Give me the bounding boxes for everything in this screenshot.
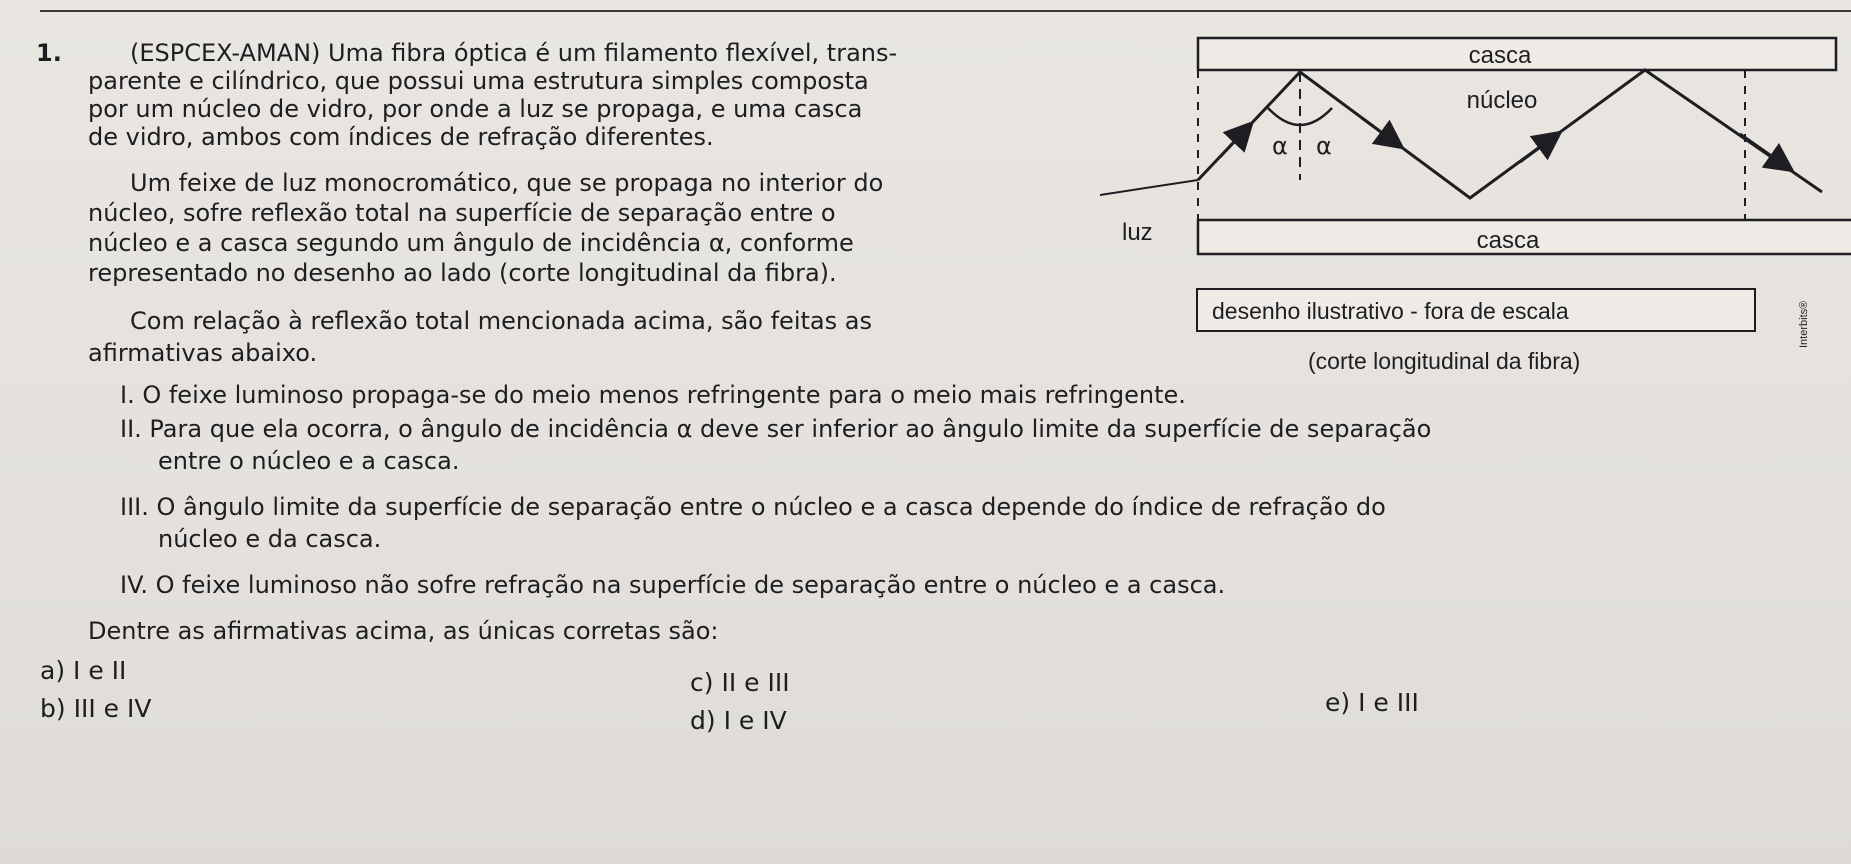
- paragraph3-line-1: Com relação à reflexão total mencionada acima, são feitas as: [130, 307, 872, 335]
- statement-2-line-1: II. Para que ela ocorra, o ângulo de incidência α deve ser inferior ao ângulo limite da superfície de separação: [120, 415, 1432, 443]
- ray-arrow-4: [1740, 134, 1790, 169]
- top-rule: [40, 10, 1851, 12]
- paragraph2-line-3: núcleo e a casca segundo um ângulo de incidência α, conforme: [88, 229, 854, 257]
- angle-label-right: α: [1316, 132, 1332, 160]
- scale-note-text: desenho ilustrativo - fora de escala: [1212, 298, 1569, 324]
- intro-line-4: de vidro, ambos com índices de refração diferentes.: [88, 123, 714, 151]
- option-a[interactable]: a) I e II: [40, 656, 127, 685]
- paragraph2-line-1: Um feixe de luz monocromático, que se propaga no interior do: [130, 169, 884, 197]
- bottom-cladding-label: casca: [1476, 227, 1540, 254]
- statement-3-line-2: núcleo e da casca.: [158, 525, 382, 553]
- angle-label-left: α: [1272, 132, 1288, 160]
- question-number: 1.: [36, 39, 62, 67]
- intro-line-1: (ESPCEX-AMAN) Uma fibra óptica é um filamento flexível, trans-: [130, 39, 898, 67]
- statement-3-line-1: III. O ângulo limite da superfície de separação entre o núcleo e a casca depende do índice de refração do: [120, 493, 1386, 521]
- statement-1: I. O feixe luminoso propaga-se do meio menos refringente para o meio mais refringente.: [120, 381, 1186, 409]
- statement-2-line-2: entre o núcleo e a casca.: [158, 447, 460, 475]
- ray-arrow-1: [1220, 125, 1250, 157]
- option-b[interactable]: b) III e IV: [40, 694, 152, 723]
- incoming-ray: [1100, 180, 1198, 195]
- ray-arrow-3: [1520, 134, 1558, 162]
- ray-arrow-2: [1362, 118, 1400, 146]
- paragraph2-line-2: núcleo, sofre reflexão total na superfície de separação entre o: [88, 199, 836, 227]
- paragraph3-line-2: afirmativas abaixo.: [88, 339, 318, 367]
- core-label: núcleo: [1466, 87, 1538, 114]
- light-label: luz: [1122, 219, 1153, 246]
- top-cladding-label: casca: [1468, 42, 1532, 69]
- option-c[interactable]: c) II e III: [690, 668, 790, 697]
- answer-prompt: Dentre as afirmativas acima, as únicas corretas são:: [88, 617, 719, 645]
- option-d[interactable]: d) I e IV: [690, 706, 787, 735]
- figure-caption: (corte longitudinal da fibra): [1308, 348, 1581, 374]
- intro-line-2: parente e cilíndrico, que possui uma estrutura simples composta: [88, 67, 869, 95]
- statement-4: IV. O feixe luminoso não sofre refração na superfície de separação entre o núcleo e a casca.: [120, 571, 1226, 599]
- credit-text: Interbits®: [1798, 300, 1810, 348]
- intro-line-3: por um núcleo de vidro, por onde a luz se propaga, e uma casca: [88, 95, 863, 123]
- option-e[interactable]: e) I e III: [1325, 688, 1419, 717]
- paragraph2-line-4: representado no desenho ao lado (corte longitudinal da fibra).: [88, 259, 837, 287]
- scale-note-box: [1196, 288, 1756, 332]
